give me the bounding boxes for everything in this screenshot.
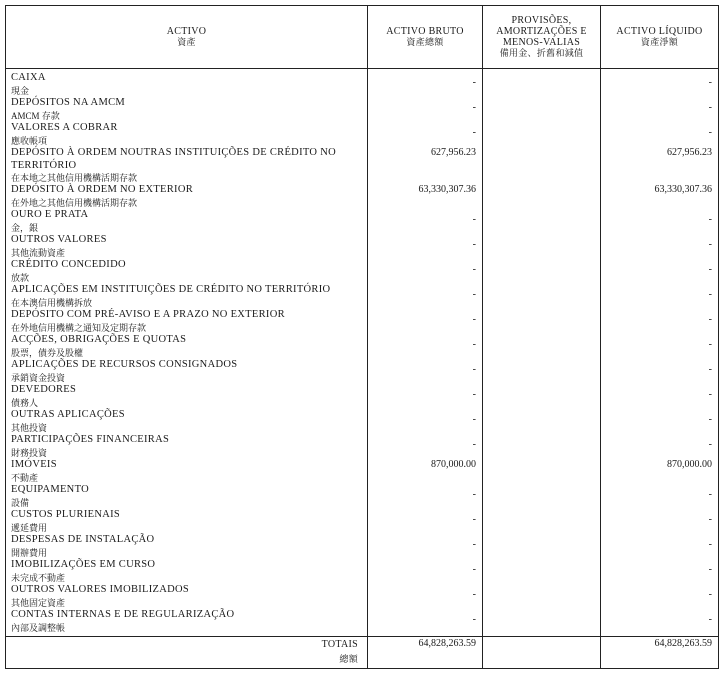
header-activo-bruto	[368, 6, 482, 68]
header-prov-pt-2: AMORTIZAÇÕES E	[496, 26, 587, 37]
header-liquido-pt: ACTIVO LÍQUIDO	[616, 26, 703, 37]
row-label-pt: ACÇÕES, OBRIGAÇÕES E QUOTAS	[11, 334, 187, 345]
row-label-zh: 金，銀	[11, 222, 39, 233]
table-header	[6, 6, 718, 69]
row-label-pt: DEPÓSITO À ORDEM NO EXTERIOR	[11, 184, 194, 195]
row-label-zh: 現金	[11, 85, 30, 96]
row-value-bruto: -	[472, 414, 476, 425]
row-label-zh: 在外地信用機構之通知及定期存款	[11, 322, 147, 333]
row-label-pt: PARTICIPAÇÕES FINANCEIRAS	[11, 434, 170, 445]
row-label-zh: 股票，債券及股權	[11, 347, 84, 358]
row-value-liquido: -	[708, 514, 712, 525]
row-value-liquido: -	[708, 264, 712, 275]
row-label	[11, 509, 361, 534]
totals-liquido: 64,828,263.59	[654, 638, 712, 649]
row-value-liquido: -	[708, 364, 712, 375]
row-label-pt: DEPÓSITOS NA AMCM	[11, 97, 126, 108]
row-value-liquido: 870,000.00	[667, 459, 712, 470]
row-label-zh: 放款	[11, 272, 30, 283]
row-label-pt: APLICAÇÕES DE RECURSOS CONSIGNADOS	[11, 359, 238, 370]
row-value-bruto: -	[472, 289, 476, 300]
row-value-bruto: 870,000.00	[431, 459, 476, 470]
row-value-liquido: -	[708, 102, 712, 113]
row-label-pt: OURO E PRATA	[11, 209, 89, 220]
row-label	[11, 334, 361, 359]
row-label-zh: 其他流動資產	[11, 247, 66, 258]
header-liquido-zh: 資產淨額	[640, 37, 679, 47]
row-label-zh: 債務人	[11, 397, 39, 408]
row-label	[11, 259, 361, 284]
row-label-zh: 財務投資	[11, 447, 48, 458]
row-value-bruto: -	[472, 264, 476, 275]
row-label-pt: CAIXA	[11, 72, 46, 83]
header-activo-zh: 資產	[177, 37, 196, 47]
row-label	[11, 97, 361, 122]
header-prov-pt-3: MENOS-VALIAS	[502, 37, 581, 48]
row-label-pt: CONTAS INTERNAS E DE REGULARIZAÇÃO	[11, 609, 235, 620]
header-prov-zh: 備用金、折舊和減值	[499, 48, 584, 58]
row-value-bruto: -	[472, 589, 476, 600]
row-value-bruto: 63,330,307.36	[418, 184, 476, 195]
row-label-zh: 承銷資金投資	[11, 372, 66, 383]
header-activo-pt: ACTIVO	[166, 26, 207, 37]
totals-label-zh: 總額	[339, 654, 358, 664]
row-label-zh: AMCM 存款	[11, 110, 60, 121]
totals-bruto: 64,828,263.59	[418, 638, 476, 649]
row-value-bruto: -	[472, 127, 476, 138]
row-label	[11, 609, 361, 634]
row-label-zh: 在本澳信用機構拆放	[11, 297, 93, 308]
row-value-bruto: -	[472, 539, 476, 550]
header-provisoes	[483, 6, 600, 68]
row-value-bruto: 627,956.23	[431, 147, 476, 158]
header-bruto-pt: ACTIVO BRUTO	[386, 26, 464, 37]
row-value-liquido: -	[708, 614, 712, 625]
row-value-bruto: -	[472, 564, 476, 575]
row-value-bruto: -	[472, 214, 476, 225]
row-label-zh: 內部及調整帳	[11, 622, 66, 633]
row-label-zh: 設備	[11, 497, 30, 508]
row-label	[11, 122, 361, 147]
row-label	[11, 359, 361, 384]
row-label-pt: DESPESAS DE INSTALAÇÃO	[11, 534, 155, 545]
row-value-liquido: -	[708, 489, 712, 500]
column-divider-3	[600, 6, 601, 668]
row-value-bruto: -	[472, 339, 476, 350]
row-label	[11, 484, 361, 509]
header-prov-pt-1: PROVISÕES,	[511, 15, 572, 26]
row-label	[11, 434, 361, 459]
row-label-zh: 開辦費用	[11, 547, 48, 558]
row-value-liquido: -	[708, 314, 712, 325]
row-label	[11, 72, 361, 97]
row-value-bruto: -	[472, 102, 476, 113]
row-label	[11, 384, 361, 409]
row-label	[11, 284, 361, 309]
row-value-liquido: 63,330,307.36	[654, 184, 712, 195]
row-label	[11, 459, 361, 484]
header-activo-liquido	[601, 6, 718, 68]
row-label	[11, 534, 361, 559]
row-value-liquido: -	[708, 439, 712, 450]
row-label-pt: EQUIPAMENTO	[11, 484, 89, 495]
row-label	[11, 584, 361, 609]
row-value-bruto: -	[472, 614, 476, 625]
row-label-pt: CUSTOS PLURIENAIS	[11, 509, 121, 520]
row-value-liquido: -	[708, 239, 712, 250]
row-label-zh: 在本地之其他信用機構活期存款	[11, 173, 138, 183]
row-value-bruto: -	[472, 439, 476, 450]
row-label-zh: 在外地之其他信用機構活期存款	[11, 197, 138, 208]
row-label-pt: OUTROS VALORES	[11, 234, 107, 245]
row-value-liquido: -	[708, 339, 712, 350]
row-label	[11, 409, 361, 434]
row-label-pt: DEVEDORES	[11, 384, 77, 395]
row-label-pt: APLICAÇÕES EM INSTITUIÇÕES DE CRÉDITO NO TERRITÓRIO	[11, 284, 331, 295]
row-label-pt: CRÉDITO CONCEDIDO	[11, 259, 126, 270]
row-value-bruto: -	[472, 239, 476, 250]
row-value-liquido: -	[708, 214, 712, 225]
row-value-bruto: -	[472, 514, 476, 525]
row-label-zh: 不動產	[11, 472, 39, 483]
row-value-liquido: 627,956.23	[667, 147, 712, 158]
row-value-bruto: -	[472, 364, 476, 375]
row-label-zh: 其他投資	[11, 422, 48, 433]
row-label	[11, 147, 341, 185]
row-label	[11, 209, 361, 234]
row-label-pt: IMÓVEIS	[11, 459, 57, 470]
row-value-bruto: -	[472, 389, 476, 400]
column-divider-2	[482, 6, 483, 668]
row-label-pt: DEPÓSITO À ORDEM NOUTRAS INSTITUIÇÕES DE CRÉDITO NO TERRITÓRIO	[11, 147, 336, 171]
row-value-liquido: -	[708, 389, 712, 400]
row-label-zh: 未完成不動產	[11, 572, 66, 583]
row-label-pt: OUTROS VALORES IMOBILIZADOS	[11, 584, 190, 595]
row-label	[11, 184, 361, 209]
row-value-liquido: -	[708, 589, 712, 600]
totals-divider	[6, 636, 718, 637]
row-value-liquido: -	[708, 127, 712, 138]
row-label-pt: DEPÓSITO COM PRÉ-AVISO E A PRAZO NO EXTERIOR	[11, 309, 285, 320]
row-label-pt: IMOBILIZAÇÕES EM CURSO	[11, 559, 156, 570]
row-value-liquido: -	[708, 77, 712, 88]
row-label-zh: 其他固定資產	[11, 597, 66, 608]
row-value-liquido: -	[708, 539, 712, 550]
row-label-pt: OUTRAS APLICAÇÕES	[11, 409, 125, 420]
row-label-pt: VALORES A COBRAR	[11, 122, 118, 133]
row-value-bruto: -	[472, 489, 476, 500]
row-label	[11, 559, 361, 584]
row-value-liquido: -	[708, 564, 712, 575]
row-value-liquido: -	[708, 289, 712, 300]
header-activo	[6, 6, 367, 68]
totals-label-pt: TOTAIS	[321, 639, 358, 650]
row-value-bruto: -	[472, 314, 476, 325]
row-label	[11, 309, 361, 334]
row-value-liquido: -	[708, 414, 712, 425]
row-label-zh: 應收帳項	[11, 135, 48, 146]
header-bruto-zh: 資產總額	[406, 37, 444, 47]
row-label-zh: 遞延費用	[11, 522, 48, 533]
row-value-bruto: -	[472, 77, 476, 88]
row-label	[11, 234, 361, 259]
balance-sheet-table	[5, 5, 719, 669]
